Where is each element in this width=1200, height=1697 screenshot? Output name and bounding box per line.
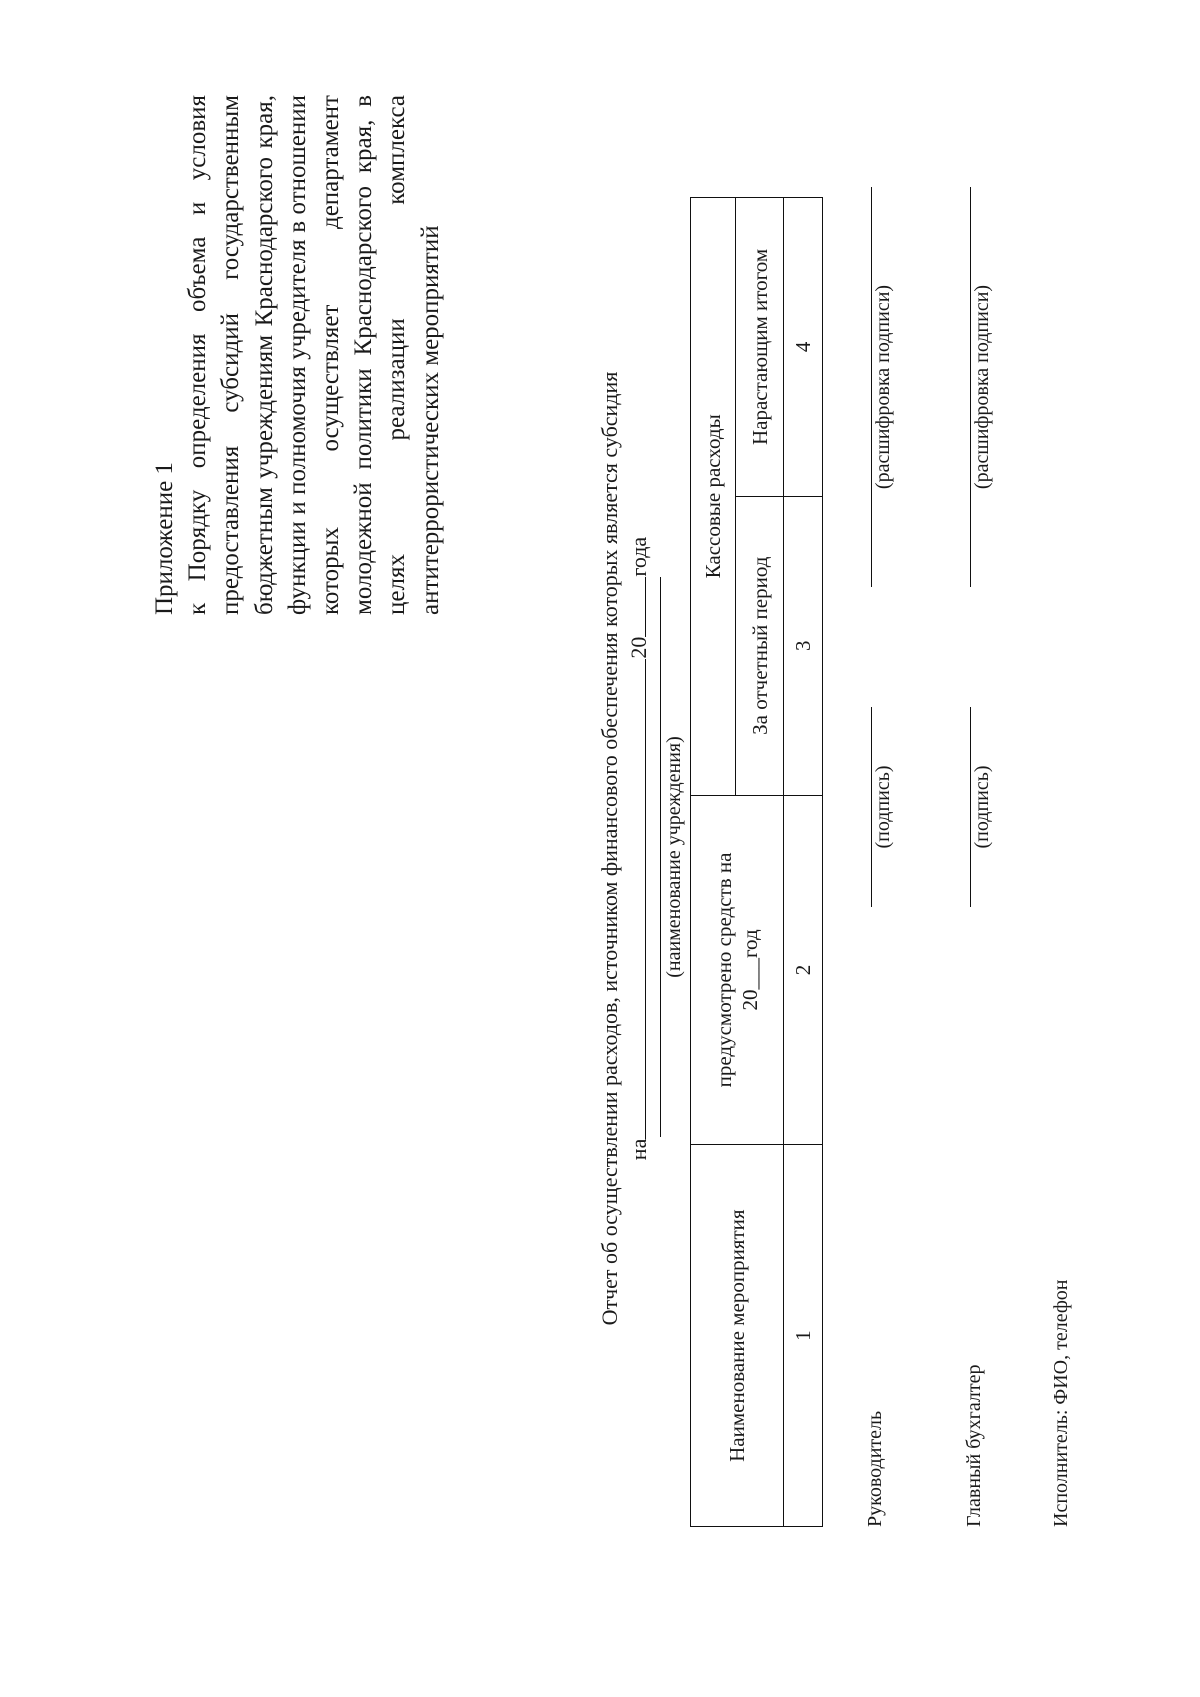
executor-line: Исполнитель: ФИО, телефон — [1050, 1279, 1072, 1527]
header-event-name: Наименование мероприятия — [691, 1145, 784, 1527]
accountant-decoding-caption: (расшифровка подписи) — [971, 284, 993, 490]
head-label: Руководитель — [864, 1410, 886, 1527]
institution-line — [660, 577, 661, 1137]
date-suffix: года — [626, 536, 651, 577]
table-header-row-1 — [691, 198, 736, 1527]
header-cash-expenses: Кассовые расходы — [691, 198, 736, 796]
header-reporting-period: За отчетный период — [736, 496, 784, 795]
institution-caption: (наименование учреждения) — [663, 736, 685, 978]
col-number-1: 1 — [784, 1145, 823, 1527]
head-signature-caption: (подпись) — [872, 765, 894, 849]
head-decoding-caption: (расшифровка подписи) — [872, 284, 894, 490]
expenses-table — [690, 197, 823, 1527]
report-date-line — [626, 0, 652, 1697]
date-year-prefix: 20 — [626, 636, 651, 659]
accountant-signature-caption: (подпись) — [971, 765, 993, 849]
date-prefix: на — [626, 1138, 651, 1161]
appendix-title: Приложение 1 — [151, 462, 178, 615]
appendix-block — [148, 95, 447, 615]
header-planned-funds — [691, 795, 784, 1145]
header-cumulative: Нарастающим итогом — [736, 198, 784, 497]
report-title: Отчет об осуществлении расходов, источником финансового обеспечения которых является субсидия — [597, 371, 622, 1326]
header-planned-funds-line2: 20___год — [738, 929, 762, 1011]
table-number-row — [784, 198, 823, 1527]
col-number-4: 4 — [784, 198, 823, 497]
appendix-text: к Порядку определения объема и условия предоставления субсидий государственным бюджетным учреждениям Краснодарского края, функции и полномочия учредителя в отношении которых осуществляет департамент молодежной политики Краснодарского края, в целях реализации комплекса антитеррористических мероприятий — [184, 95, 444, 615]
col-number-3: 3 — [784, 496, 823, 795]
col-number-2: 2 — [784, 795, 823, 1145]
header-planned-funds-line1: предусмотрено средств на — [712, 852, 736, 1088]
chief-accountant-label: Главный бухгалтер — [963, 1364, 985, 1527]
